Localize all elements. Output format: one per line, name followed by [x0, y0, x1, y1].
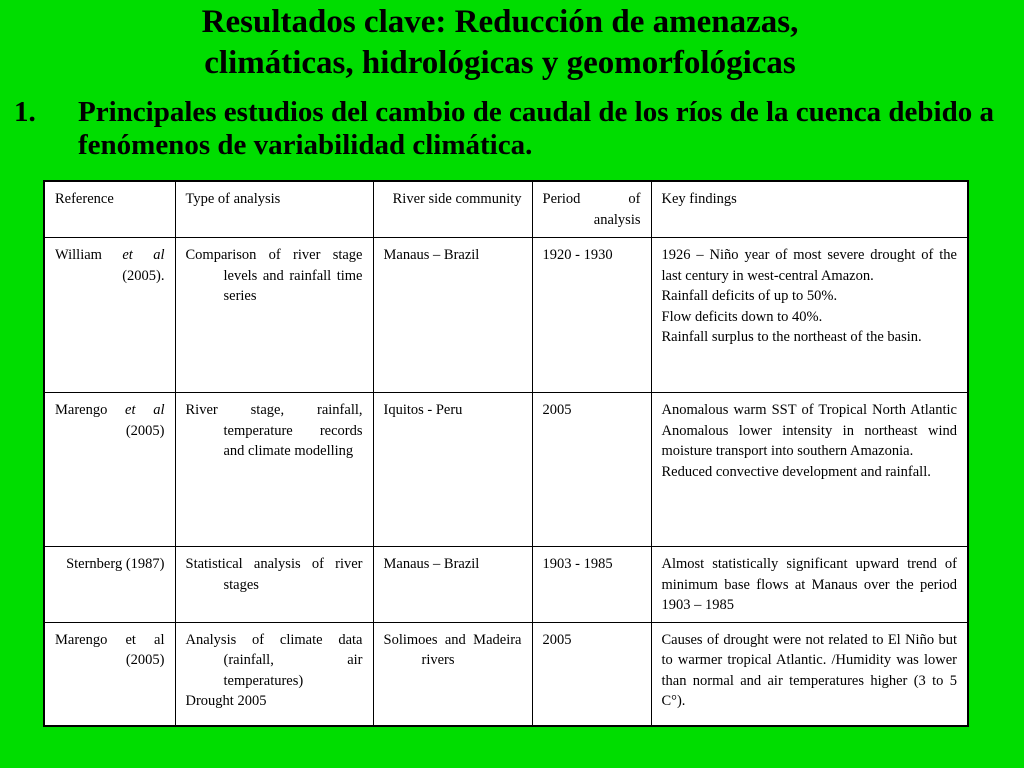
point-text: Principales estudios del cambio de caudal de los ríos de la cuenca debido a fenómenos de variabilidad climática.: [78, 96, 994, 161]
reference-et-al: et al: [122, 247, 165, 263]
table-row: [44, 622, 968, 726]
finding-line: Flow deficits down to 40%.: [661, 308, 823, 325]
studies-table: [43, 180, 969, 727]
header-period-text: Period of analysis: [542, 191, 641, 228]
header-period-of-analysis: [532, 181, 651, 238]
reference-year: (2005).: [122, 267, 165, 284]
header-reference: Reference: [44, 181, 175, 238]
reference-author: Marengo et al: [55, 631, 165, 648]
header-river-text: River side community: [392, 191, 522, 207]
reference-year: (2005): [125, 652, 165, 668]
reference-et-al: et al: [125, 402, 165, 418]
slide-title-line-1: Resultados clave: Reducción de amenazas,: [201, 4, 799, 40]
table-header-row: [44, 181, 968, 238]
header-river-side-community: [373, 181, 532, 238]
cell-river-community: Manaus – Brazil: [373, 238, 532, 393]
cell-key-findings: [651, 622, 968, 726]
header-type-of-analysis: Type of analysis: [175, 181, 373, 238]
type-text: Comparison of river stage levels and rainfall time series: [185, 247, 363, 304]
cell-reference: [44, 547, 175, 623]
table-row: [44, 393, 968, 547]
header-key-findings: Key findings: [651, 181, 968, 238]
cell-reference: [44, 393, 175, 547]
cell-reference: [44, 622, 175, 726]
reference-text: [55, 630, 165, 671]
type-text: Analysis of climate data (rainfall, air temperatures): [185, 631, 363, 689]
cell-period: 1920 - 1930: [532, 238, 651, 393]
cell-period: 2005: [532, 393, 651, 547]
finding-line: Causes of drought were not related to El Niño but to warmer tropical Atlantic. /Humidity was lower than normal and air temperatures higher (3 to 5 C°).: [661, 631, 957, 709]
cell-period: 1903 - 1985: [532, 547, 651, 623]
reference-author: Sternberg: [66, 556, 123, 572]
reference-year: (1987): [125, 556, 165, 572]
slide-title: [0, 2, 1000, 84]
cell-reference: [44, 238, 175, 393]
type-extra-text: Drought 2005: [185, 693, 267, 709]
cell-key-findings: [651, 393, 968, 547]
cell-type-of-analysis: [175, 547, 373, 623]
finding-line: Reduced convective development and rainfall.: [661, 463, 931, 480]
finding-line: Anomalous warm SST of Tropical North Atlantic Anomalous lower intensity in northeast wind moisture transport into southern Amazonia.: [661, 402, 957, 459]
slide-title-line-2: climáticas, hidrológicas y geomorfológicas: [204, 45, 796, 81]
reference-text: [55, 400, 165, 441]
reference-author: Marengo: [55, 402, 108, 418]
cell-key-findings: [651, 547, 968, 623]
cell-type-of-analysis: [175, 393, 373, 547]
type-text: River stage, rainfall, temperature records and climate modelling: [185, 402, 363, 459]
reference-author: William: [55, 247, 102, 263]
finding-line: 1926 – Niño year of most severe drought of the last century in west-central Amazon.: [661, 247, 957, 284]
table-row: [44, 547, 968, 623]
cell-period: 2005: [532, 622, 651, 726]
reference-year: (2005): [125, 422, 165, 439]
cell-river-community: Manaus – Brazil: [373, 547, 532, 623]
finding-line: Almost statistically significant upward trend of minimum base flows at Manaus over the period 1903 – 1985: [661, 556, 957, 613]
reference-text: [55, 554, 165, 575]
cell-type-of-analysis: [175, 238, 373, 393]
point-number: 1.: [14, 96, 36, 128]
cell-type-of-analysis: [175, 622, 373, 726]
table-row: [44, 238, 968, 393]
finding-line: Rainfall deficits of up to 50%.: [661, 288, 838, 304]
reference-text: [55, 245, 165, 286]
type-text: Statistical analysis of river stages: [185, 556, 363, 593]
cell-river-community: [373, 622, 532, 726]
finding-line: Rainfall surplus to the northeast of the basin.: [661, 329, 922, 345]
cell-river-community: Iquitos - Peru: [373, 393, 532, 547]
cell-key-findings: [651, 238, 968, 393]
river-text: Solimoes and Madeira rivers: [383, 631, 522, 668]
